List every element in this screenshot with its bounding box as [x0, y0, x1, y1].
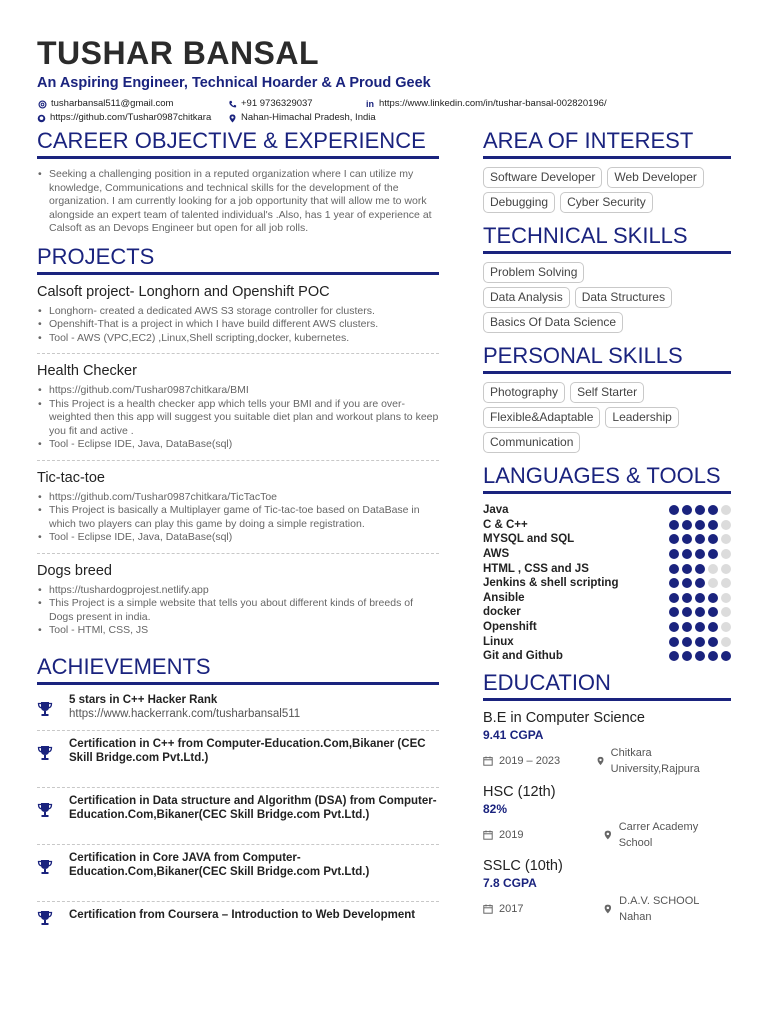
skill-dot-filled [669, 622, 679, 632]
project-link[interactable]: • https://github.com/Tushar0987chitkara/BMI [37, 384, 439, 398]
trophy-icon [37, 851, 69, 880]
skill-dot-filled [695, 651, 705, 661]
skill-dot-filled [669, 534, 679, 544]
skill-dot-filled [708, 622, 718, 632]
candidate-name: TUSHAR BANSAL [37, 35, 320, 71]
education-place: D.A.V. SCHOOL Nahan [619, 894, 700, 923]
language-name: Jenkins & shell scripting [483, 577, 619, 590]
skill-dot-filled [669, 651, 679, 661]
language-name: C & C++ [483, 518, 528, 531]
trophy-icon [37, 794, 69, 823]
skill-level-dots [666, 564, 731, 574]
achievement-item [37, 845, 439, 902]
skill-dot-filled [721, 651, 731, 661]
project-item [37, 362, 439, 461]
email-icon [37, 99, 47, 109]
resume-header [37, 36, 737, 124]
technical-tag: Data Structures [575, 287, 672, 308]
github-icon [37, 113, 46, 123]
objective-text: • Seeking a challenging position in a reputed organization where I can utilize my knowledge, Communications and technical skills for the development of the organization. I am currently looking for a job opportunity that will allow me to work alongside an expert team of talented individual's .Also, has 1 year of experience at Calsoft as an Devops Engineer but open for all job rolls. [37, 168, 439, 236]
skill-dot-filled [708, 607, 718, 617]
language-row [483, 518, 731, 533]
skill-level-dots [666, 622, 731, 632]
personal-tag: Leadership [605, 407, 678, 428]
language-row [483, 591, 731, 606]
skill-dot-filled [708, 534, 718, 544]
calendar-icon [483, 904, 493, 914]
achievement-title: Certification in C++ from Computer-Education.Com,Bikaner (CEC Skill Bridge.com Pvt.Ltd.) [69, 737, 426, 764]
education-item [483, 783, 731, 851]
skill-dot-filled [669, 505, 679, 515]
skill-dot-filled [682, 607, 692, 617]
interest-tag: Debugging [483, 192, 555, 213]
language-name: Ansible [483, 591, 525, 604]
skill-level-dots [666, 637, 731, 647]
language-name: HTML , CSS and JS [483, 562, 589, 575]
interest-tag: Web Developer [607, 167, 704, 188]
languages-list [483, 503, 731, 664]
project-link[interactable]: • https://tushardogprojest.netlify.app [37, 584, 439, 598]
skill-dot-filled [682, 520, 692, 530]
linkedin-link[interactable]: https://www.linkedin.com/in/tushar-bansal-002820196/ [379, 98, 607, 109]
location-pin-icon [603, 830, 613, 840]
skill-dot-empty [721, 520, 731, 530]
degree-title: B.E in Computer Science [483, 709, 645, 726]
skill-dot-filled [669, 637, 679, 647]
skill-dot-filled [695, 520, 705, 530]
left-column [37, 128, 439, 939]
project-item [37, 562, 439, 646]
skill-dot-empty [708, 578, 718, 588]
skill-dot-filled [695, 593, 705, 603]
skill-dot-filled [695, 622, 705, 632]
skill-dot-empty [721, 593, 731, 603]
skill-dot-filled [695, 607, 705, 617]
project-bullet: • Longhorn- created a dedicated AWS S3 storage controller for clusters. [37, 305, 439, 319]
technical-heading: TECHNICAL SKILLS [483, 223, 731, 254]
skill-dot-filled [695, 534, 705, 544]
project-title: Calsoft project- Longhorn and Openshift POC [37, 283, 330, 300]
skill-dot-filled [695, 637, 705, 647]
skill-dot-filled [682, 564, 692, 574]
technical-tag: Problem Solving [483, 262, 584, 283]
education-years: 2019 [499, 828, 524, 841]
language-row [483, 547, 731, 562]
personal-tag: Flexible&Adaptable [483, 407, 600, 428]
education-place: Carrer Academy School [618, 820, 699, 849]
trophy-icon [37, 693, 69, 722]
skill-dot-empty [721, 578, 731, 588]
projects-list [37, 283, 439, 646]
skill-dot-filled [682, 505, 692, 515]
skill-level-dots [666, 578, 731, 588]
education-years: 2019 – 2023 [499, 754, 561, 767]
skill-dot-filled [669, 607, 679, 617]
language-row [483, 634, 731, 649]
interest-tags [483, 167, 731, 217]
skill-dot-filled [695, 549, 705, 559]
grade: 9.41 CGPA [483, 727, 544, 742]
achievements-heading: ACHIEVEMENTS [37, 654, 439, 685]
skill-dot-filled [682, 534, 692, 544]
linkedin-icon: in [366, 99, 374, 109]
project-link[interactable]: • https://github.com/Tushar0987chitkara/TicTacToe [37, 491, 439, 505]
project-bullet: • Tool - Eclipse IDE, Java, DataBase(sql) [37, 438, 439, 452]
language-name: Openshift [483, 621, 537, 634]
skill-dot-filled [708, 505, 718, 515]
projects-heading: PROJECTS [37, 244, 439, 275]
right-column [483, 128, 731, 925]
phone-number[interactable]: +91 9736329037 [241, 98, 313, 109]
skill-dot-filled [669, 564, 679, 574]
achievements-list [37, 687, 439, 939]
technical-tag: Data Analysis [483, 287, 570, 308]
interest-heading: AREA OF INTEREST [483, 128, 731, 159]
language-row [483, 532, 731, 547]
trophy-icon [37, 908, 69, 931]
skill-dot-filled [708, 637, 718, 647]
github-link[interactable]: https://github.com/Tushar0987chitkara [50, 112, 212, 123]
education-item [483, 709, 731, 777]
technical-tags [483, 262, 731, 337]
email-link[interactable]: tusharbansal511@gmail.com [51, 98, 174, 109]
personal-tag: Communication [483, 432, 580, 453]
skill-level-dots [666, 520, 731, 530]
skill-dot-empty [721, 534, 731, 544]
skill-dot-empty [721, 607, 731, 617]
objective-list [37, 168, 439, 236]
language-name: Java [483, 504, 509, 517]
skill-dot-empty [721, 622, 731, 632]
achievement-title: Certification in Data structure and Algorithm (DSA) from Computer-Education.Com,Bikaner(CEC Skill Bridge.com Pvt.Ltd.) [69, 794, 437, 821]
skill-dot-filled [682, 578, 692, 588]
objective-heading: CAREER OBJECTIVE & EXPERIENCE [37, 128, 439, 159]
location-icon [227, 113, 237, 123]
tagline: An Aspiring Engineer, Technical Hoarder & A Proud Geek [37, 75, 431, 91]
skill-dot-filled [682, 637, 692, 647]
skill-dot-empty [721, 564, 731, 574]
calendar-icon [483, 756, 493, 766]
achievement-title: Certification from Coursera – Introduction to Web Development [69, 908, 416, 921]
grade: 7.8 CGPA [483, 875, 537, 890]
grade: 82% [483, 801, 508, 816]
trophy-icon [37, 737, 69, 766]
education-heading: EDUCATION [483, 670, 731, 701]
project-bullet: • This Project is basically a Multiplayer game of Tic-tac-toe based on DataBase in which two players can play this game by doing a simple registration. [37, 504, 439, 531]
interest-tag: Software Developer [483, 167, 602, 188]
skill-dot-filled [669, 578, 679, 588]
degree-title: SSLC (10th) [483, 857, 563, 874]
language-row [483, 576, 731, 591]
achievement-link[interactable]: https://www.hackerrank.com/tusharbansal511 [69, 707, 301, 720]
skill-dot-filled [695, 578, 705, 588]
personal-tag: Self Starter [570, 382, 644, 403]
language-row [483, 649, 731, 664]
project-bullet: • This Project is a health checker app which tells your BMI and if you are over-weighted then this app will suggest you suitable diet plan and workout plans to keep you fit and active . [37, 398, 439, 439]
language-name: AWS [483, 548, 510, 561]
achievement-item [37, 902, 439, 939]
skill-level-dots [666, 607, 731, 617]
personal-tag: Photography [483, 382, 565, 403]
skill-level-dots [666, 593, 731, 603]
skill-level-dots [666, 549, 731, 559]
skill-dot-filled [682, 593, 692, 603]
skill-dot-filled [708, 593, 718, 603]
skill-dot-empty [708, 564, 718, 574]
skill-dot-filled [695, 505, 705, 515]
project-bullet: • Tool - Eclipse IDE, Java, DataBase(sql) [37, 531, 439, 545]
achievement-item [37, 731, 439, 788]
location-pin-icon [603, 904, 613, 914]
degree-title: HSC (12th) [483, 783, 556, 800]
education-years: 2017 [499, 902, 524, 915]
location-pin-icon [596, 756, 605, 766]
project-bullet: • Openshift-That is a project in which I have build different AWS clusters. [37, 318, 439, 332]
achievement-item [37, 687, 439, 731]
skill-dot-empty [721, 637, 731, 647]
skill-dot-empty [721, 549, 731, 559]
project-bullet: • Tool - HTMl, CSS, JS [37, 624, 439, 638]
language-row [483, 605, 731, 620]
skill-level-dots [666, 651, 731, 661]
interest-tag: Cyber Security [560, 192, 653, 213]
calendar-icon [483, 830, 493, 840]
skill-dot-filled [682, 549, 692, 559]
achievement-title: Certification in Core JAVA from Computer-Education.Com,Bikaner(CEC Skill Bridge.com Pvt.Ltd.) [69, 851, 370, 878]
skill-dot-empty [721, 505, 731, 515]
phone-icon [227, 99, 237, 109]
skill-dot-filled [669, 549, 679, 559]
skill-dot-filled [669, 520, 679, 530]
project-title: Dogs breed [37, 562, 112, 579]
personal-heading: PERSONAL SKILLS [483, 343, 731, 374]
language-name: MYSQL and SQL [483, 533, 575, 546]
skill-dot-filled [708, 549, 718, 559]
skill-dot-filled [708, 651, 718, 661]
project-item [37, 469, 439, 554]
skill-dot-filled [669, 593, 679, 603]
project-bullet: • This Project is a simple website that tells you about different kinds of breeds of Dogs present in india. [37, 597, 439, 624]
project-title: Health Checker [37, 363, 137, 379]
achievement-title: 5 stars in C++ Hacker Rank [69, 693, 218, 706]
skill-dot-filled [682, 622, 692, 632]
project-title: Tic-tac-toe [37, 469, 105, 486]
location-text: Nahan-Himachal Pradesh, India [241, 112, 376, 123]
personal-tags [483, 382, 731, 457]
skill-level-dots [666, 534, 731, 544]
skill-dot-filled [708, 520, 718, 530]
language-name: Linux [483, 635, 514, 648]
achievement-item [37, 788, 439, 845]
skill-dot-filled [695, 564, 705, 574]
education-item [483, 857, 731, 925]
language-row [483, 620, 731, 635]
project-item [37, 283, 439, 355]
technical-tag: Basics Of Data Science [483, 312, 623, 333]
language-row [483, 561, 731, 576]
education-place: Chitkara University,Rajpura [610, 746, 700, 775]
language-name: docker [483, 606, 521, 619]
project-bullet: • Tool - AWS (VPC,EC2) ,Linux,Shell scripting,docker, kubernetes. [37, 332, 439, 346]
skill-level-dots [666, 505, 731, 515]
language-row [483, 503, 731, 518]
languages-heading: LANGUAGES & TOOLS [483, 463, 731, 494]
language-name: Git and Github [483, 650, 563, 663]
skill-dot-filled [682, 651, 692, 661]
